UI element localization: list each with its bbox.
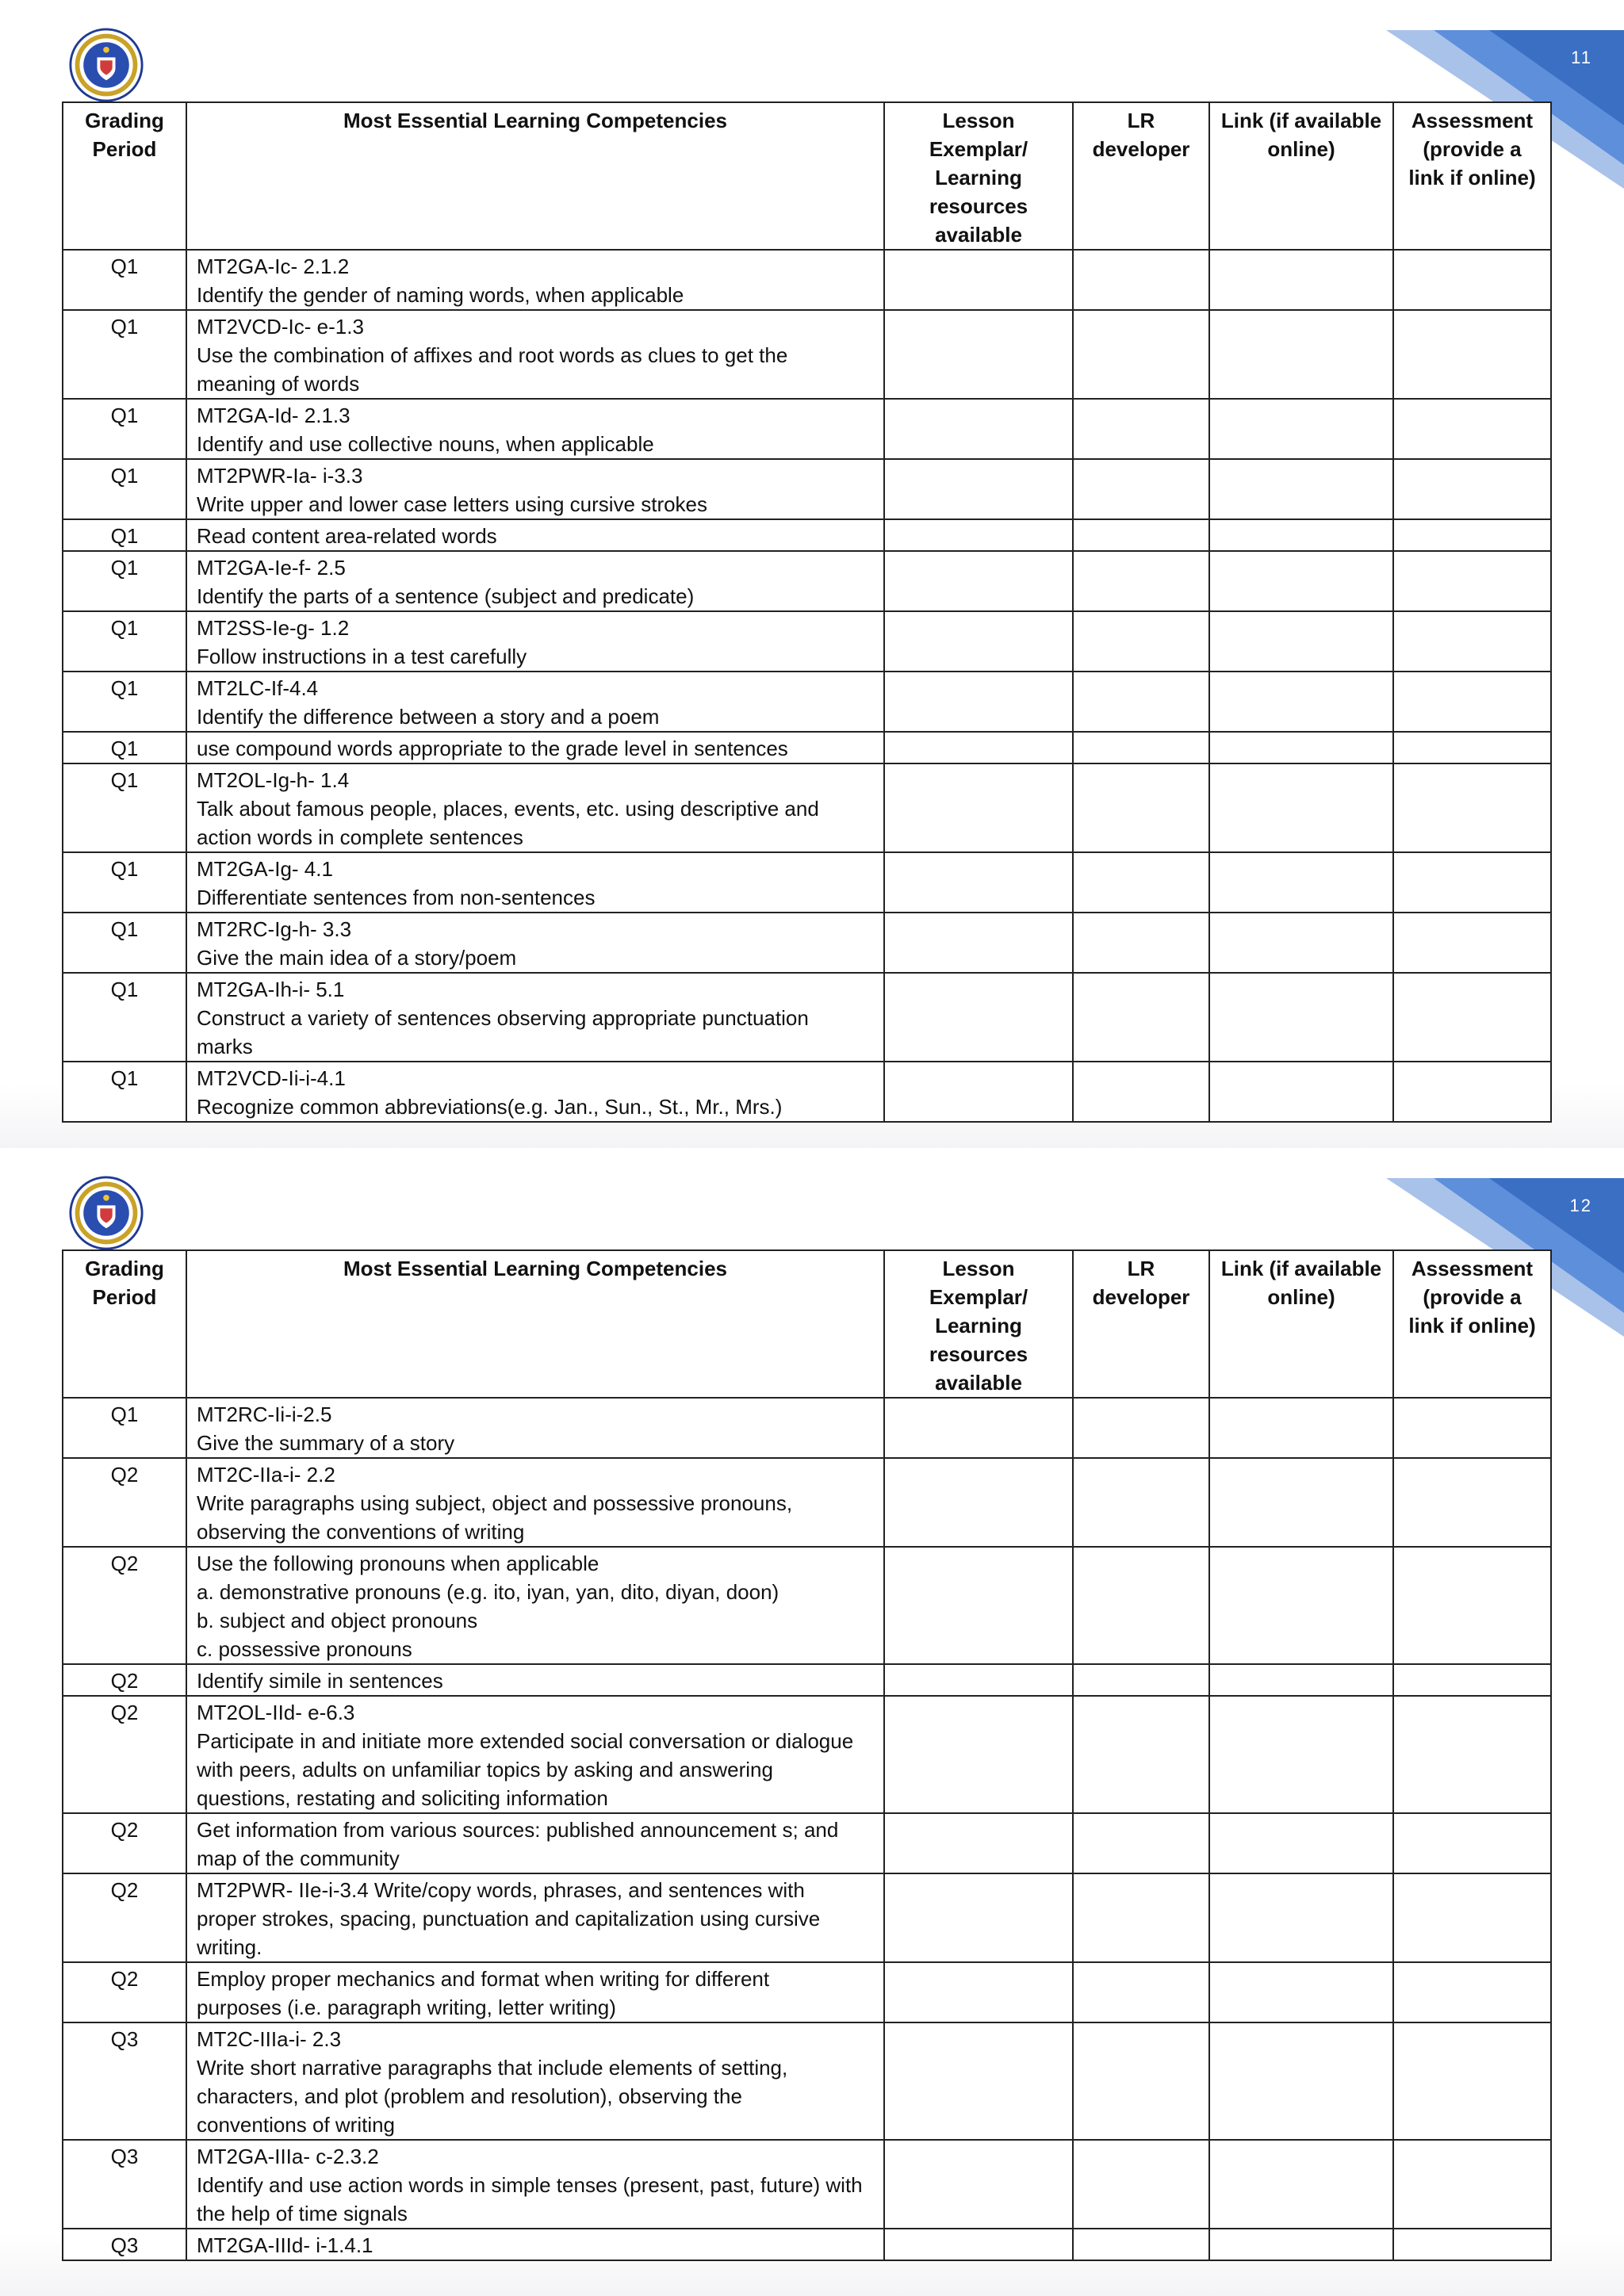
competency-line: Read content area-related words	[197, 524, 497, 548]
lesson-exemplar-cell	[884, 852, 1073, 913]
competency-line: Use the following pronouns when applicable	[197, 1552, 599, 1575]
assessment-cell	[1393, 1696, 1551, 1813]
competency-line: MT2PWR-Ia- i-3.3	[197, 464, 363, 488]
competency-cell	[186, 763, 884, 852]
lr-developer-cell	[1073, 399, 1209, 459]
competency-line: c. possessive pronouns	[197, 1637, 412, 1661]
header-competencies: Most Essential Learning Competencies	[186, 102, 884, 250]
lesson-exemplar-cell	[884, 1873, 1073, 1962]
lr-developer-cell	[1073, 732, 1209, 763]
table-row	[63, 2022, 1551, 2140]
competency-line: Recognize common abbreviations(e.g. Jan., Sun., St., Mr., Mrs.)	[197, 1095, 783, 1119]
table-row	[63, 1062, 1551, 1122]
assessment-cell	[1393, 1813, 1551, 1873]
competency-line: observing the conventions of writing	[197, 1520, 525, 1544]
lesson-exemplar-cell	[884, 1062, 1073, 1122]
table-row	[63, 973, 1551, 1062]
lesson-exemplar-cell	[884, 2140, 1073, 2229]
assessment-cell	[1393, 250, 1551, 310]
grading-period-cell: Q1	[63, 519, 186, 551]
competency-line: MT2C-IIa-i- 2.2	[197, 1463, 335, 1487]
competency-cell	[186, 732, 884, 763]
competency-line: Get information from various sources: published announcement s; and	[197, 1818, 839, 1842]
competency-line: Give the summary of a story	[197, 1431, 455, 1455]
competency-line: Identify simile in sentences	[197, 1669, 443, 1693]
competency-line: conventions of writing	[197, 2113, 396, 2137]
lr-developer-cell	[1073, 1458, 1209, 1547]
link-cell	[1209, 551, 1393, 611]
header-grading-period: Grading Period	[63, 1250, 186, 1398]
competency-line: questions, restating and soliciting information	[197, 1786, 608, 1810]
link-cell	[1209, 2140, 1393, 2229]
assessment-cell	[1393, 1962, 1551, 2022]
competency-cell	[186, 973, 884, 1062]
lesson-exemplar-cell	[884, 1398, 1073, 1458]
link-cell	[1209, 672, 1393, 732]
lesson-exemplar-cell	[884, 1962, 1073, 2022]
competency-line: use compound words appropriate to the grade level in sentences	[197, 737, 788, 760]
competency-line: MT2GA-IIId- i-1.4.1	[197, 2233, 373, 2257]
table-row	[63, 519, 1551, 551]
page-number: 11	[1571, 48, 1592, 67]
header-assessment: Assessment (provide a link if online)	[1393, 102, 1551, 250]
competency-cell	[186, 852, 884, 913]
lesson-exemplar-cell	[884, 2022, 1073, 2140]
lr-developer-cell	[1073, 852, 1209, 913]
table-row	[63, 1873, 1551, 1962]
link-cell	[1209, 459, 1393, 519]
lr-developer-cell	[1073, 459, 1209, 519]
competency-line: Write upper and lower case letters using cursive strokes	[197, 492, 708, 516]
competency-line: Write short narrative paragraphs that include elements of setting,	[197, 2056, 788, 2080]
lesson-exemplar-cell	[884, 551, 1073, 611]
lesson-exemplar-cell	[884, 519, 1073, 551]
assessment-cell	[1393, 1664, 1551, 1696]
lesson-exemplar-cell	[884, 399, 1073, 459]
competency-cell	[186, 1062, 884, 1122]
grading-period-cell: Q1	[63, 913, 186, 973]
competency-cell	[186, 2140, 884, 2229]
grading-period-cell: Q3	[63, 2140, 186, 2229]
lesson-exemplar-cell	[884, 1547, 1073, 1664]
lr-developer-cell	[1073, 973, 1209, 1062]
assessment-cell	[1393, 1398, 1551, 1458]
header-grading-period: Grading Period	[63, 102, 186, 250]
header-lesson-exemplar: Lesson Exemplar/ Learning resources available	[884, 1250, 1073, 1398]
lesson-exemplar-cell	[884, 250, 1073, 310]
assessment-cell	[1393, 2140, 1551, 2229]
competency-cell	[186, 1962, 884, 2022]
table-row	[63, 2229, 1551, 2260]
competency-line: MT2GA-Ic- 2.1.2	[197, 254, 350, 278]
competency-line: MT2GA-Ih-i- 5.1	[197, 978, 345, 1001]
competency-line: proper strokes, spacing, punctuation and capitalization using cursive	[197, 1907, 821, 1931]
grading-period-cell: Q2	[63, 1547, 186, 1664]
link-cell	[1209, 1547, 1393, 1664]
grading-period-cell: Q3	[63, 2022, 186, 2140]
competency-line: with peers, adults on unfamiliar topics by asking and answering	[197, 1758, 773, 1781]
lr-developer-cell	[1073, 611, 1209, 672]
competency-cell	[186, 1696, 884, 1813]
lesson-exemplar-cell	[884, 459, 1073, 519]
competency-cell	[186, 913, 884, 973]
assessment-cell	[1393, 459, 1551, 519]
header-lr-developer: LR developer	[1073, 1250, 1209, 1398]
competency-line: MT2GA-IIIa- c-2.3.2	[197, 2145, 379, 2168]
link-cell	[1209, 611, 1393, 672]
competency-line: Use the combination of affixes and root words as clues to get the	[197, 343, 788, 367]
assessment-cell	[1393, 551, 1551, 611]
grading-period-cell: Q2	[63, 1458, 186, 1547]
grading-period-cell: Q1	[63, 611, 186, 672]
table-row	[63, 852, 1551, 913]
header-lesson-exemplar: Lesson Exemplar/ Learning resources available	[884, 102, 1073, 250]
lr-developer-cell	[1073, 1398, 1209, 1458]
competency-line: MT2GA-Ig- 4.1	[197, 857, 333, 881]
table-row	[63, 250, 1551, 310]
competency-cell	[186, 611, 884, 672]
competencies-table	[62, 1249, 1552, 2261]
lesson-exemplar-cell	[884, 2229, 1073, 2260]
grading-period-cell: Q3	[63, 2229, 186, 2260]
competency-cell	[186, 250, 884, 310]
link-cell	[1209, 1398, 1393, 1458]
lr-developer-cell	[1073, 1873, 1209, 1962]
competency-cell	[186, 1813, 884, 1873]
lr-developer-cell	[1073, 1062, 1209, 1122]
lr-developer-cell	[1073, 519, 1209, 551]
table-row	[63, 763, 1551, 852]
grading-period-cell: Q2	[63, 1813, 186, 1873]
competency-line: meaning of words	[197, 372, 360, 396]
assessment-cell	[1393, 310, 1551, 399]
link-cell	[1209, 1458, 1393, 1547]
link-cell	[1209, 852, 1393, 913]
lesson-exemplar-cell	[884, 763, 1073, 852]
lr-developer-cell	[1073, 310, 1209, 399]
competency-line: MT2OL-Ig-h- 1.4	[197, 768, 350, 792]
competency-line: MT2C-IIIa-i- 2.3	[197, 2027, 342, 2051]
assessment-cell	[1393, 973, 1551, 1062]
header-link: Link (if available online)	[1209, 102, 1393, 250]
competency-line: Talk about famous people, places, events, etc. using descriptive and	[197, 797, 819, 821]
lr-developer-cell	[1073, 551, 1209, 611]
competency-line: purposes (i.e. paragraph writing, letter writing)	[197, 1996, 616, 2019]
grading-period-cell: Q2	[63, 1664, 186, 1696]
lesson-exemplar-cell	[884, 973, 1073, 1062]
lr-developer-cell	[1073, 1664, 1209, 1696]
lr-developer-cell	[1073, 913, 1209, 973]
table-row	[63, 611, 1551, 672]
competency-line: the help of time signals	[197, 2202, 408, 2225]
link-cell	[1209, 310, 1393, 399]
assessment-cell	[1393, 852, 1551, 913]
table-row	[63, 1696, 1551, 1813]
link-cell	[1209, 1813, 1393, 1873]
lesson-exemplar-cell	[884, 1664, 1073, 1696]
deped-seal-icon	[68, 27, 144, 103]
lesson-exemplar-cell	[884, 913, 1073, 973]
lr-developer-cell	[1073, 2229, 1209, 2260]
competency-line: MT2OL-IId- e-6.3	[197, 1701, 355, 1724]
link-cell	[1209, 2229, 1393, 2260]
lr-developer-cell	[1073, 1813, 1209, 1873]
competency-line: Identify the difference between a story and a poem	[197, 705, 660, 729]
competency-line: MT2LC-If-4.4	[197, 676, 319, 700]
lr-developer-cell	[1073, 2140, 1209, 2229]
lesson-exemplar-cell	[884, 1458, 1073, 1547]
competency-cell	[186, 459, 884, 519]
lr-developer-cell	[1073, 1962, 1209, 2022]
lr-developer-cell	[1073, 763, 1209, 852]
link-cell	[1209, 1962, 1393, 2022]
link-cell	[1209, 1873, 1393, 1962]
table-row	[63, 732, 1551, 763]
competency-cell	[186, 551, 884, 611]
competency-cell	[186, 1458, 884, 1547]
competency-line: MT2VCD-Ic- e-1.3	[197, 315, 364, 339]
page-12	[0, 1148, 1624, 2296]
table-row	[63, 2140, 1551, 2229]
link-cell	[1209, 250, 1393, 310]
assessment-cell	[1393, 672, 1551, 732]
table-row	[63, 1458, 1551, 1547]
competency-cell	[186, 519, 884, 551]
competency-line: MT2RC-Ig-h- 3.3	[197, 917, 352, 941]
competency-cell	[186, 310, 884, 399]
competency-line: Identify and use collective nouns, when applicable	[197, 432, 654, 456]
competency-line: marks	[197, 1035, 253, 1058]
link-cell	[1209, 519, 1393, 551]
competency-line: characters, and plot (problem and resolution), observing the	[197, 2084, 742, 2108]
competency-line: MT2RC-Ii-i-2.5	[197, 1402, 332, 1426]
table-row	[63, 1813, 1551, 1873]
deped-seal-icon	[68, 1175, 144, 1251]
competency-line: Identify the gender of naming words, when applicable	[197, 283, 684, 307]
table-header-row	[63, 102, 1551, 250]
competency-line: Give the main idea of a story/poem	[197, 946, 517, 970]
competency-line: a. demonstrative pronouns (e.g. ito, iyan, yan, dito, diyan, doon)	[197, 1580, 779, 1604]
grading-period-cell: Q1	[63, 852, 186, 913]
header-lr-developer: LR developer	[1073, 102, 1209, 250]
table-row	[63, 913, 1551, 973]
assessment-cell	[1393, 1062, 1551, 1122]
link-cell	[1209, 973, 1393, 1062]
competency-line: MT2GA-Ie-f- 2.5	[197, 556, 346, 580]
table-header-row	[63, 1250, 1551, 1398]
assessment-cell	[1393, 1873, 1551, 1962]
grading-period-cell: Q1	[63, 732, 186, 763]
competency-line: MT2GA-Id- 2.1.3	[197, 404, 350, 427]
table-row	[63, 551, 1551, 611]
grading-period-cell: Q2	[63, 1962, 186, 2022]
header-competencies: Most Essential Learning Competencies	[186, 1250, 884, 1398]
lr-developer-cell	[1073, 672, 1209, 732]
table-row	[63, 1547, 1551, 1664]
lr-developer-cell	[1073, 1696, 1209, 1813]
grading-period-cell: Q1	[63, 1062, 186, 1122]
header-assessment: Assessment (provide a link if online)	[1393, 1250, 1551, 1398]
competency-line: Follow instructions in a test carefully	[197, 645, 527, 668]
competency-line: Identify and use action words in simple tenses (present, past, future) with	[197, 2173, 863, 2197]
link-cell	[1209, 1062, 1393, 1122]
assessment-cell	[1393, 2022, 1551, 2140]
table-row	[63, 310, 1551, 399]
grading-period-cell: Q1	[63, 763, 186, 852]
assessment-cell	[1393, 1458, 1551, 1547]
competency-line: Participate in and initiate more extended social conversation or dialogue	[197, 1729, 854, 1753]
grading-period-cell: Q2	[63, 1696, 186, 1813]
competencies-table	[62, 101, 1552, 1123]
table-row	[63, 1398, 1551, 1458]
competency-cell	[186, 1547, 884, 1664]
lesson-exemplar-cell	[884, 611, 1073, 672]
competency-line: MT2VCD-Ii-i-4.1	[197, 1066, 346, 1090]
grading-period-cell: Q1	[63, 399, 186, 459]
competency-line: action words in complete sentences	[197, 825, 523, 849]
assessment-cell	[1393, 611, 1551, 672]
assessment-cell	[1393, 732, 1551, 763]
assessment-cell	[1393, 763, 1551, 852]
link-cell	[1209, 2022, 1393, 2140]
competency-cell	[186, 1398, 884, 1458]
link-cell	[1209, 763, 1393, 852]
link-cell	[1209, 1664, 1393, 1696]
table-row	[63, 1962, 1551, 2022]
lesson-exemplar-cell	[884, 1813, 1073, 1873]
grading-period-cell: Q1	[63, 672, 186, 732]
competency-line: Construct a variety of sentences observing appropriate punctuation	[197, 1006, 809, 1030]
link-cell	[1209, 732, 1393, 763]
grading-period-cell: Q1	[63, 973, 186, 1062]
competency-line: MT2PWR- IIe-i-3.4 Write/copy words, phrases, and sentences with	[197, 1878, 805, 1902]
competency-line: Differentiate sentences from non-sentences	[197, 886, 596, 909]
lr-developer-cell	[1073, 2022, 1209, 2140]
competency-cell	[186, 1873, 884, 1962]
link-cell	[1209, 913, 1393, 973]
lesson-exemplar-cell	[884, 1696, 1073, 1813]
competency-line: Employ proper mechanics and format when writing for different	[197, 1967, 770, 1991]
assessment-cell	[1393, 399, 1551, 459]
grading-period-cell: Q1	[63, 310, 186, 399]
competency-cell	[186, 399, 884, 459]
competency-line: writing.	[197, 1935, 262, 1959]
header-link: Link (if available online)	[1209, 1250, 1393, 1398]
assessment-cell	[1393, 519, 1551, 551]
competency-cell	[186, 2022, 884, 2140]
competency-line: b. subject and object pronouns	[197, 1609, 478, 1632]
table-row	[63, 459, 1551, 519]
link-cell	[1209, 1696, 1393, 1813]
lesson-exemplar-cell	[884, 732, 1073, 763]
competency-cell	[186, 2229, 884, 2260]
assessment-cell	[1393, 913, 1551, 973]
competency-line: MT2SS-Ie-g- 1.2	[197, 616, 350, 640]
table-row	[63, 1664, 1551, 1696]
grading-period-cell: Q2	[63, 1873, 186, 1962]
table-row	[63, 399, 1551, 459]
competency-line: map of the community	[197, 1846, 400, 1870]
lesson-exemplar-cell	[884, 672, 1073, 732]
competency-line: Write paragraphs using subject, object and possessive pronouns,	[197, 1491, 793, 1515]
lesson-exemplar-cell	[884, 310, 1073, 399]
competency-line: Identify the parts of a sentence (subject and predicate)	[197, 584, 695, 608]
lr-developer-cell	[1073, 1547, 1209, 1664]
assessment-cell	[1393, 2229, 1551, 2260]
competency-cell	[186, 1664, 884, 1696]
grading-period-cell: Q1	[63, 1398, 186, 1458]
lr-developer-cell	[1073, 250, 1209, 310]
grading-period-cell: Q1	[63, 250, 186, 310]
grading-period-cell: Q1	[63, 459, 186, 519]
assessment-cell	[1393, 1547, 1551, 1664]
link-cell	[1209, 399, 1393, 459]
table-row	[63, 672, 1551, 732]
grading-period-cell: Q1	[63, 551, 186, 611]
competency-cell	[186, 672, 884, 732]
page-number: 12	[1569, 1196, 1592, 1215]
